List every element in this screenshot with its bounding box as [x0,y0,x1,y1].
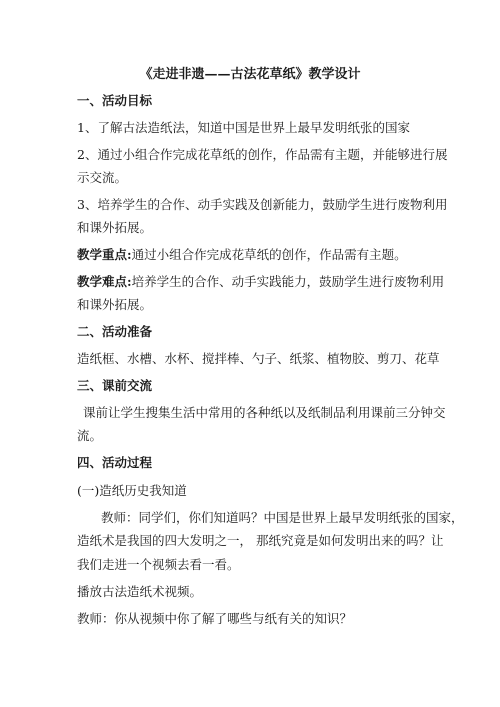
goal-3-line-2: 和课外拓展。 [77,220,153,235]
goal-2-line-1: 2、通过小组合作完成花草纸的创作，作品需有主题，并能够进行展 [77,147,448,162]
subsection-history: (一)造纸历史我知道 [77,483,187,498]
teacher-remark-2: 教师：你从视频中你了解了哪些与纸有关的知识？ [77,611,353,626]
key-point-text: 通过小组合作完成花草纸的创作，作品需有主题。 [131,247,407,262]
teacher-remark-1-line-3: 我们走进一个视频去看一看。 [77,557,240,572]
section-heading-pre-class: 三、课前交流 [77,378,153,393]
section-heading-goals: 一、活动目标 [77,93,153,108]
goal-2-line-2: 示交流。 [77,170,128,185]
key-point-label: 教学重点: [77,247,132,262]
section-heading-process: 四、活动过程 [77,455,153,470]
teacher-remark-1-line-1: 教师：同学们，你们知道吗？中国是世界上最早发明纸张的国家， [101,510,464,525]
teaching-difficult-point [77,274,444,290]
goal-1: 1、了解古法造纸法，知道中国是世界上最早发明纸张的国家 [77,120,410,135]
teaching-key-point [77,247,407,263]
pre-class-line-1: 课前让学生搜集生活中常用的各种纸以及纸制品利用课前三分钟交 [83,405,446,420]
difficult-point-line-2: 和课外拓展。 [77,297,153,312]
teacher-remark-1-line-2: 造纸术是我国的四大发明之一， 那纸究竟是如何发明出来的吗？让 [77,533,444,548]
section-heading-preparation: 二、活动准备 [77,324,153,339]
document-title: 《走进非遗——古法花草纸》教学设计 [139,67,361,82]
difficult-point-label: 教学难点: [77,274,132,289]
play-video-note: 播放古法造纸术视频。 [77,584,203,599]
pre-class-line-2: 流。 [77,428,103,443]
difficult-point-text: 培养学生的合作、动手实践能力，鼓励学生进行废物利用 [131,274,445,289]
materials-list: 造纸框、水槽、水杯、搅拌棒、勺子、纸浆、植物胶、剪刀、花草 [77,351,440,366]
goal-3-line-1: 3、培养学生的合作、动手实践及创新能力，鼓励学生进行废物利用 [77,197,448,212]
